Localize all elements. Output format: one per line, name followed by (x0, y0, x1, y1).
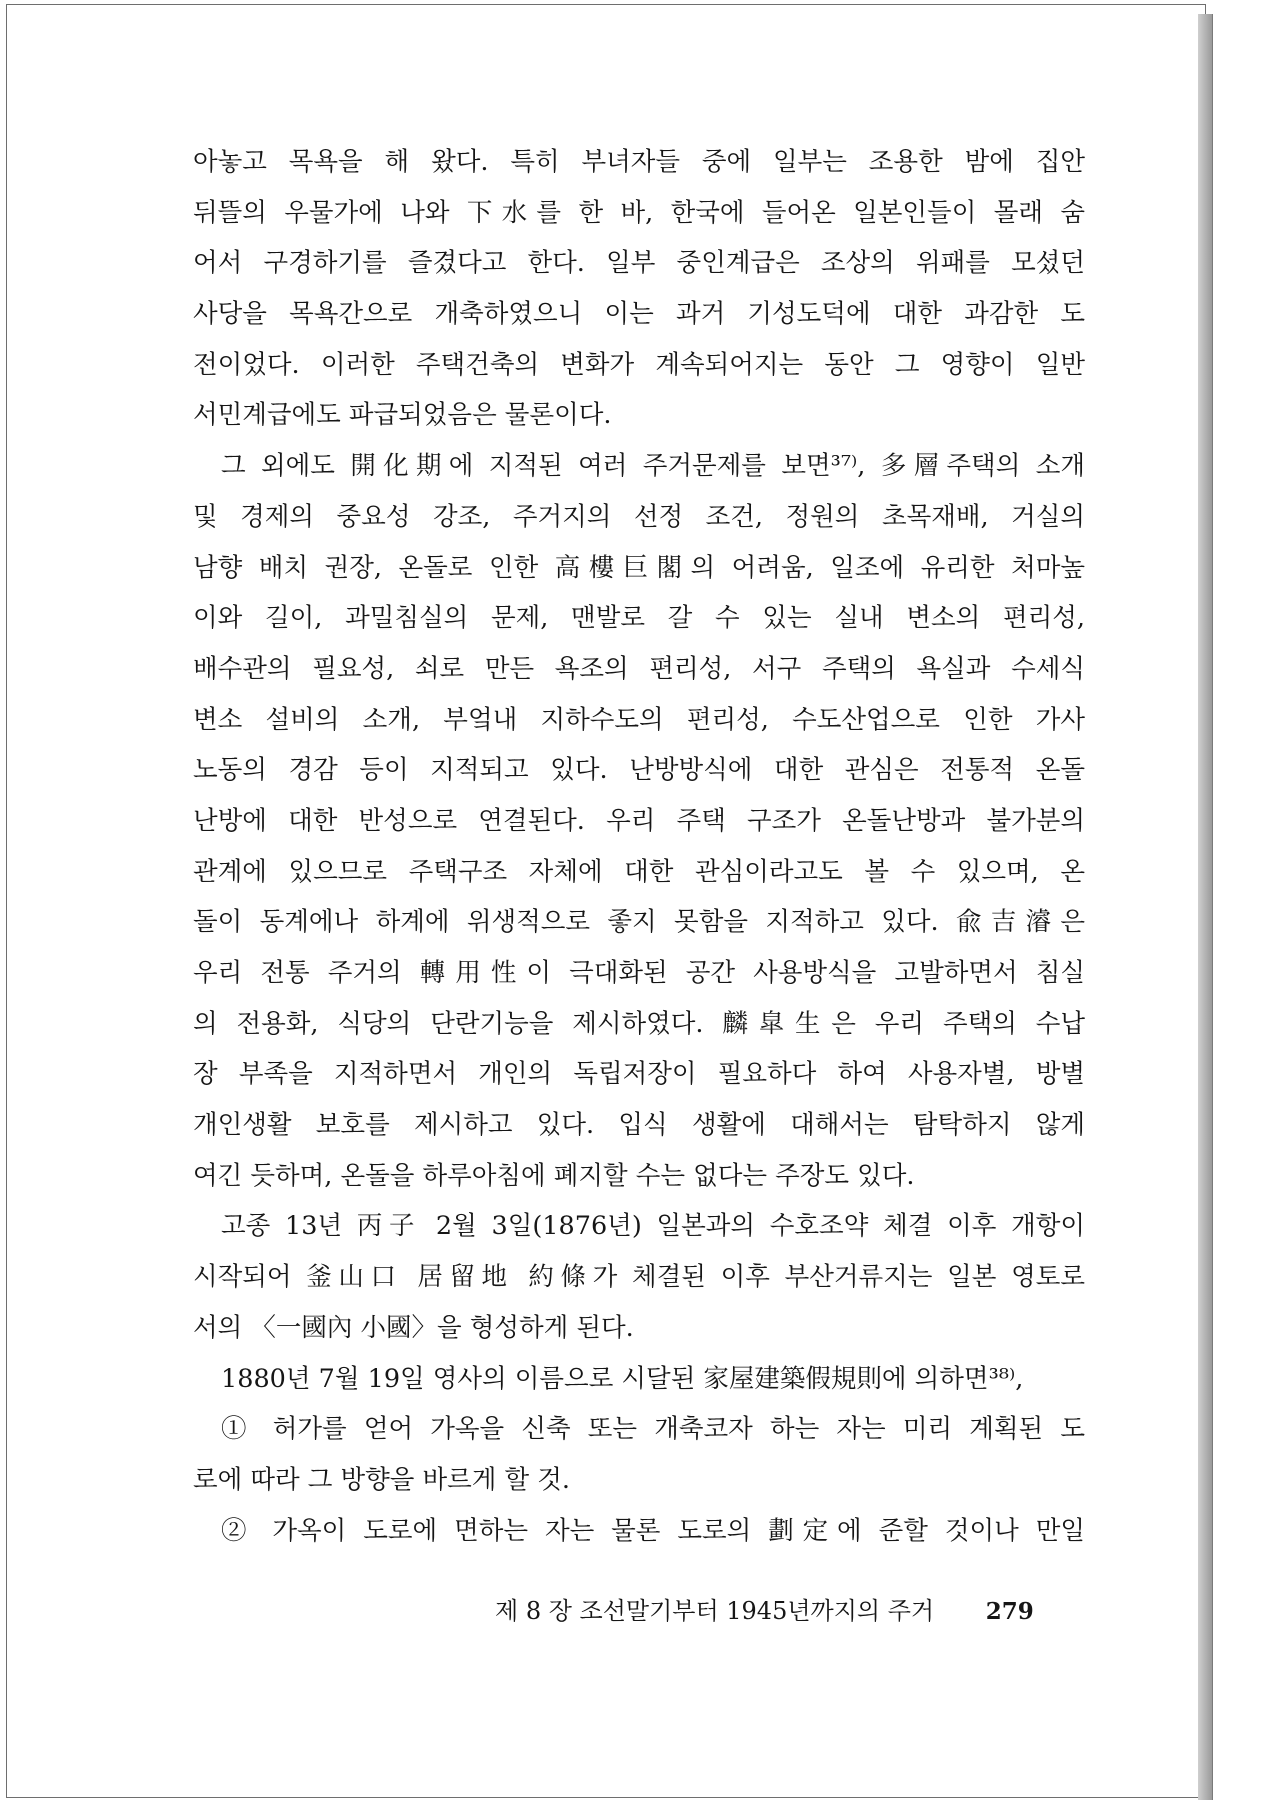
text-line: 의 전용화, 식당의 단란기능을 제시하였다. 麟皐生은 우리 주택의 수납 (193, 1008, 1085, 1039)
text-line: 장 부족을 지적하면서 개인의 독립저장이 필요하다 하여 사용자별, 방별 (193, 1059, 1085, 1090)
text-line: 사당을 목욕간으로 개축하였으니 이는 과거 기성도덕에 대한 과감한 도 (193, 299, 1085, 330)
text-line: 전이었다. 이러한 주택건축의 변화가 계속되어지는 동안 그 영향이 일반 (193, 349, 1085, 380)
text-line: 노동의 경감 등이 지적되고 있다. 난방방식에 대한 관심은 전통적 온돌 (193, 755, 1085, 786)
text-line: 및 경제의 중요성 강조, 주거지의 선정 조건, 정원의 초목재배, 거실의 (193, 501, 1085, 532)
text-line: 여긴 듯하며, 온돌을 하루아침에 폐지할 수는 없다는 주장도 있다. (193, 1160, 915, 1191)
text-line: 뒤뜰의 우물가에 나와 下水를 한 바, 한국에 들어온 일본인들이 몰래 숨 (193, 197, 1085, 228)
text-line: 난방에 대한 반성으로 연결된다. 우리 주택 구조가 온돌난방과 불가분의 (193, 805, 1085, 836)
text-line: 서민계급에도 파급되었음은 물론이다. (193, 400, 612, 431)
text-line: 우리 전통 주거의 轉用性이 극대화된 공간 사용방식을 고발하면서 침실 (193, 958, 1085, 988)
text-line: 서의 〈一國內 小國〉을 형성하게 된다. (193, 1312, 634, 1343)
text-line: 배수관의 필요성, 쇠로 만든 욕조의 편리성, 서구 주택의 욕실과 수세식 (193, 653, 1085, 684)
text-line: 이와 길이, 과밀침실의 문제, 맨발로 갈 수 있는 실내 변소의 편리성, (193, 603, 1085, 634)
book-page (6, 4, 1206, 1798)
page-number: 279 (985, 1598, 1034, 1625)
text-line: 1880년 7월 19일 영사의 이름으로 시달된 家屋建築假規則에 의하면³⁸⁾, (221, 1363, 1024, 1394)
text-line: 로에 따라 그 방향을 바르게 할 것. (193, 1464, 570, 1495)
text-line: 관계에 있으므로 주택구조 자체에 대한 관심이라고도 볼 수 있으며, 온 (193, 856, 1085, 887)
text-line: 돌이 동계에나 하계에 위생적으로 좋지 못함을 지적하고 있다. 兪吉濬은 (193, 907, 1085, 938)
page-edge-shadow (1198, 14, 1213, 1800)
text-line: 개인생활 보호를 제시하고 있다. 입식 생활에 대해서는 탐탁하지 않게 (193, 1110, 1085, 1141)
chapter-title: 제 8 장 조선말기부터 1945년까지의 주거 (495, 1597, 935, 1625)
text-line: 변소 설비의 소개, 부엌내 지하수도의 편리성, 수도산업으로 인한 가사 (193, 704, 1085, 735)
body-text (193, 137, 1085, 1556)
text-line: ② 가옥이 도로에 면하는 자는 물론 도로의 劃定에 준할 것이나 만일 (221, 1515, 1085, 1546)
text-line: 시작되어 釜山口 居留地 約條가 체결된 이후 부산거류지는 일본 영토로 (193, 1262, 1085, 1293)
text-line: 남향 배치 권장, 온돌로 인한 高樓巨閣의 어려움, 일조에 유리한 처마높 (193, 552, 1085, 583)
text-line: 아놓고 목욕을 해 왔다. 특히 부녀자들 중에 일부는 조용한 밤에 집안 (193, 147, 1085, 177)
text-line: ① 허가를 얻어 가옥을 신축 또는 개축코자 하는 자는 미리 계획된 도 (221, 1414, 1085, 1445)
text-line: 어서 구경하기를 즐겼다고 한다. 일부 중인계급은 조상의 위패를 모셨던 (193, 248, 1085, 279)
running-footer (495, 1591, 1075, 1626)
text-line: 그 외에도 開化期에 지적된 여러 주거문제를 보면³⁷⁾, 多層주택의 소개 (221, 451, 1085, 482)
text-line: 고종 13년 丙子 2월 3일(1876년) 일본과의 수호조약 체결 이후 개항이 (221, 1211, 1085, 1242)
